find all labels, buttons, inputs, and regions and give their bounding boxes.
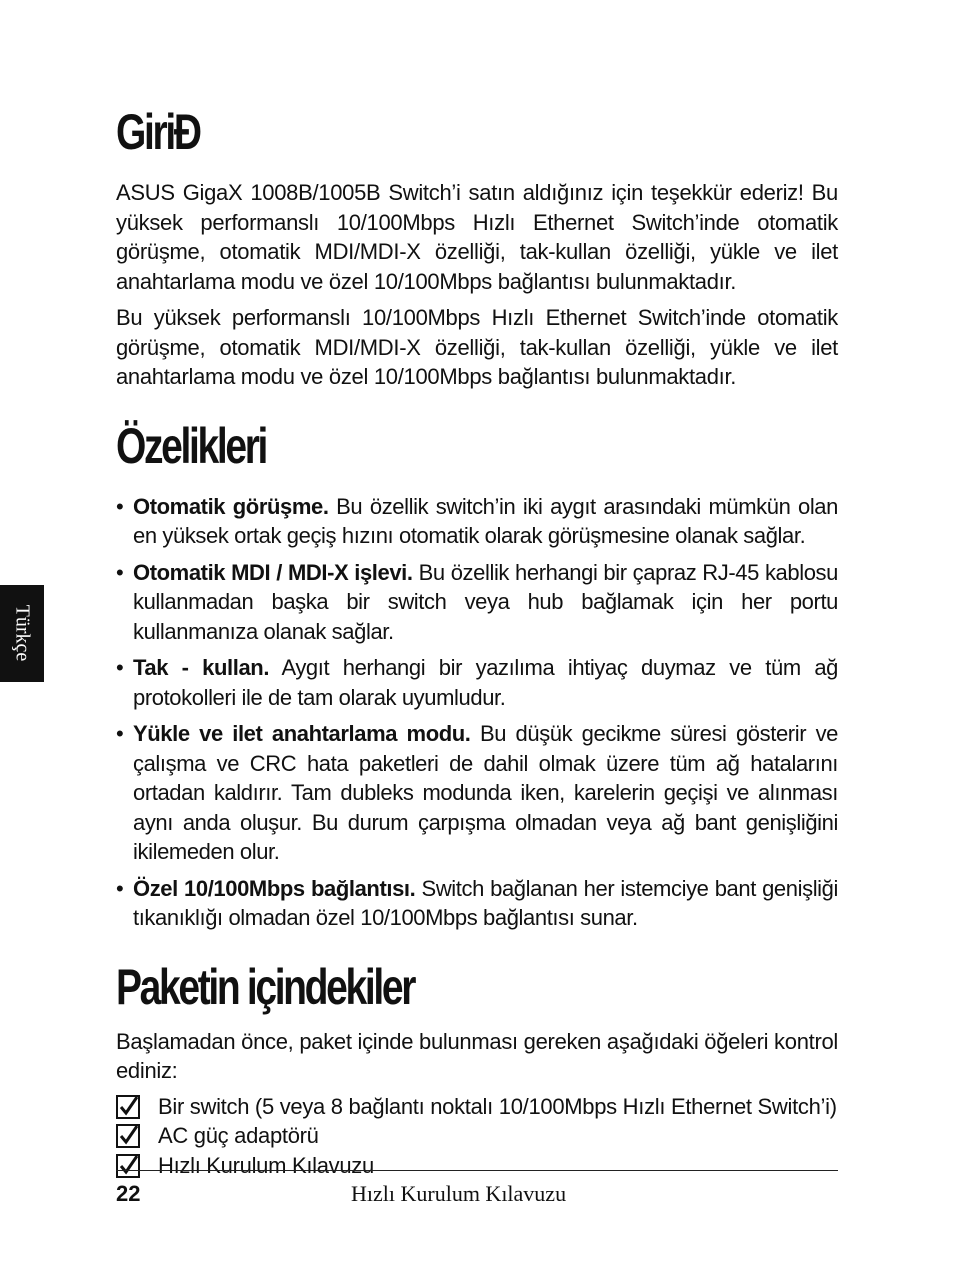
footer-title: Hızlı Kurulum Kılavuzu <box>351 1181 567 1206</box>
page-number: 22 <box>116 1181 141 1206</box>
checkbox-checked-icon <box>116 1095 140 1119</box>
feature-text: Bu özellik herhangi bir çapraz RJ-45 kablosu kullanmadan başka bir switch veya hub bağlamak için her portu kullanmanıza olanak sağlar. <box>133 559 838 644</box>
feature-title: Özel 10/100Mbps bağlantısı. <box>133 875 416 901</box>
checkbox-checked-icon <box>116 1124 140 1148</box>
feature-text: Switch bağlanan her istemciye bant genişliği tıkanıklığı olmadan özel 10/100Mbps bağlantısı sunar. <box>133 875 838 930</box>
feature-text: Aygıt herhangi bir yazılıma ihtiyaç duymaz ve tüm ağ protokolleri ile de tam olarak uyumludur. <box>133 655 839 710</box>
package-intro: Başlamadan önce, paket içinde bulunması gereken aşağıdaki öğeleri kontrol ediniz: <box>116 1028 838 1083</box>
bullet-icon: • <box>116 559 124 585</box>
intro-heading: GiriĐ <box>116 104 200 160</box>
features-heading: Özelikleri <box>116 417 267 474</box>
feature-item <box>116 492 838 551</box>
feature-text: Bu düşük gecikme süresi gösterir ve çalışma ve CRC hata paketleri de dahil olmak üzere tüm ağ hatalarını ortadan kaldırır. Tam dubleks modunda iken, karelerin geçişi ve alınması aynı anda oluşur. Bu durum çarpışma olmadan veya ağ bant genişliğini ikilemeden olur. <box>133 721 839 864</box>
feature-title: Tak - kullan. <box>133 655 270 680</box>
feature-text: Bu özellik switch’in iki aygıt arasındaki mümkün olan en yüksek ortak geçiş hızını otomatik olarak görüşmesine olanak sağlar. <box>133 493 838 548</box>
checklist-item-text: Bir switch (5 veya 8 bağlantı noktalı 10/100Mbps Hızlı Ethernet Switch’i) <box>158 1093 837 1119</box>
feature-title: Otomatik MDI / MDI-X işlevi. <box>133 559 413 585</box>
bullet-icon: • <box>116 875 124 901</box>
page-footer <box>116 1170 838 1206</box>
bullet-icon: • <box>116 721 124 746</box>
feature-title: Yükle ve ilet anahtarlama modu. <box>133 721 471 746</box>
package-heading: Paketin içindekiler <box>116 958 415 1015</box>
page-content <box>116 104 838 1180</box>
bullet-icon: • <box>116 493 124 519</box>
bullet-icon: • <box>116 655 124 680</box>
language-tab-label: Türkçe <box>11 604 34 662</box>
feature-item <box>116 719 838 867</box>
intro-paragraph-2: Bu yüksek performanslı 10/100Mbps Hızlı Ethernet Switch’inde otomatik görüşme, otomatik MDI/MDI-X özelliği, tak-kullan özelliği, yükle ve ilet anahtarlama modu ve özel 10/100Mbps bağlantısı bulunmaktadır. <box>116 305 838 389</box>
checklist-item-text: AC güç adaptörü <box>158 1123 319 1148</box>
feature-item <box>116 558 838 647</box>
feature-list <box>116 492 838 933</box>
intro-paragraph-1: ASUS GigaX 1008B/1005B Switch’i satın aldığınız için teşekkür ederiz! Bu yüksek performanslı 10/100Mbps Hızlı Ethernet Switch’inde otomatik görüşme, otomatik MDI/MDI-X özelliği, tak-kullan özelliği, yükle ve ilet anahtarlama modu ve özel 10/100Mbps bağlantısı bulunmaktadır. <box>116 180 838 294</box>
feature-item <box>116 653 838 712</box>
checklist-item <box>116 1121 838 1151</box>
feature-item <box>116 874 838 933</box>
package-checklist <box>116 1092 838 1181</box>
feature-title: Otomatik görüşme. <box>133 493 329 519</box>
checklist-item <box>116 1151 838 1181</box>
checkbox-checked-icon <box>116 1154 140 1178</box>
checklist-item <box>116 1092 838 1122</box>
language-tab <box>0 585 44 682</box>
checklist-item-text: Hızlı Kurulum Kılavuzu <box>158 1152 374 1178</box>
